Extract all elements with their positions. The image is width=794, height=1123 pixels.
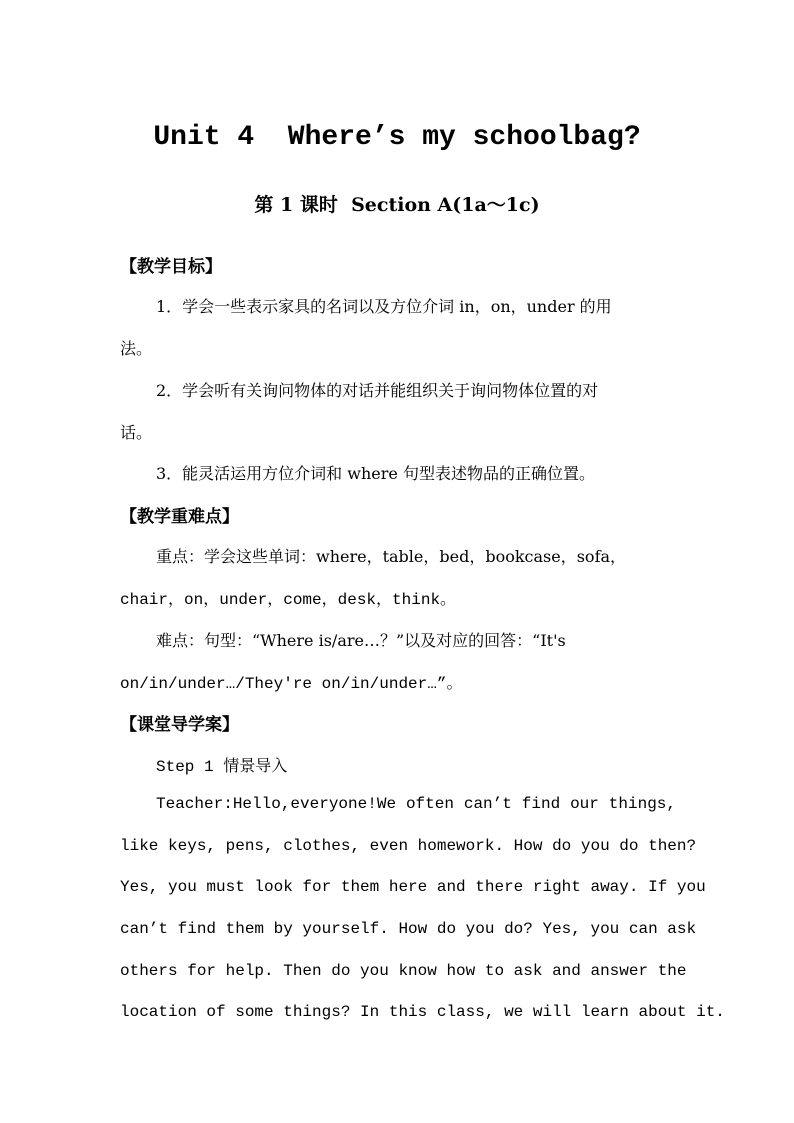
paragraph-line: Yes, you must look for them here and there right away. If you	[120, 878, 706, 896]
page-title: Unit 4 Where’s my schoolbag?	[153, 122, 641, 153]
paragraph-line: can’t find them by yourself. How do you do? Yes, you can ask	[120, 920, 697, 938]
section-heading-class-plan: 【课堂导学案】	[120, 715, 239, 735]
step-1-label: Step 1 情景导入	[156, 758, 288, 776]
focus-line-1: 重点：学会这些单词：where，table，bed，bookcase，sofa，	[156, 547, 627, 566]
difficulty-line-1: 难点：句型：“Where is/are…？”以及对应的回答：“It's	[156, 631, 566, 650]
section-heading-key-points: 【教学重难点】	[120, 507, 239, 527]
paragraph-line: like keys, pens, clothes, even homework. How do you do then?	[120, 837, 697, 855]
goal-2-line-1: 2．学会听有关询问物体的对话并能组织关于询问物体位置的对	[156, 381, 599, 400]
difficulty-line-2: on/in/under…/They're on/in/under…”。	[120, 675, 463, 693]
section-heading-goals: 【教学目标】	[120, 257, 222, 277]
goal-1-line-2: 法。	[120, 339, 153, 358]
lesson-subtitle: 第 1 课时 Section A(1a～1c)	[254, 194, 540, 216]
focus-line-2: chair，on，under，come，desk，think。	[120, 591, 457, 609]
paragraph-line: location of some things? In this class, we will learn about it.	[120, 1003, 725, 1021]
paragraph-line: others for help. Then do you know how to ask and answer the	[120, 962, 687, 980]
paragraph-line: Teacher:Hello,everyone!We often can’t find our things,	[156, 795, 676, 813]
goal-2-line-2: 话。	[120, 423, 153, 442]
goal-1-line-1: 1．学会一些表示家具的名词以及方位介词 in，on，under 的用	[156, 297, 612, 316]
goal-3: 3．能灵活运用方位介词和 where 句型表述物品的正确位置。	[156, 464, 595, 483]
